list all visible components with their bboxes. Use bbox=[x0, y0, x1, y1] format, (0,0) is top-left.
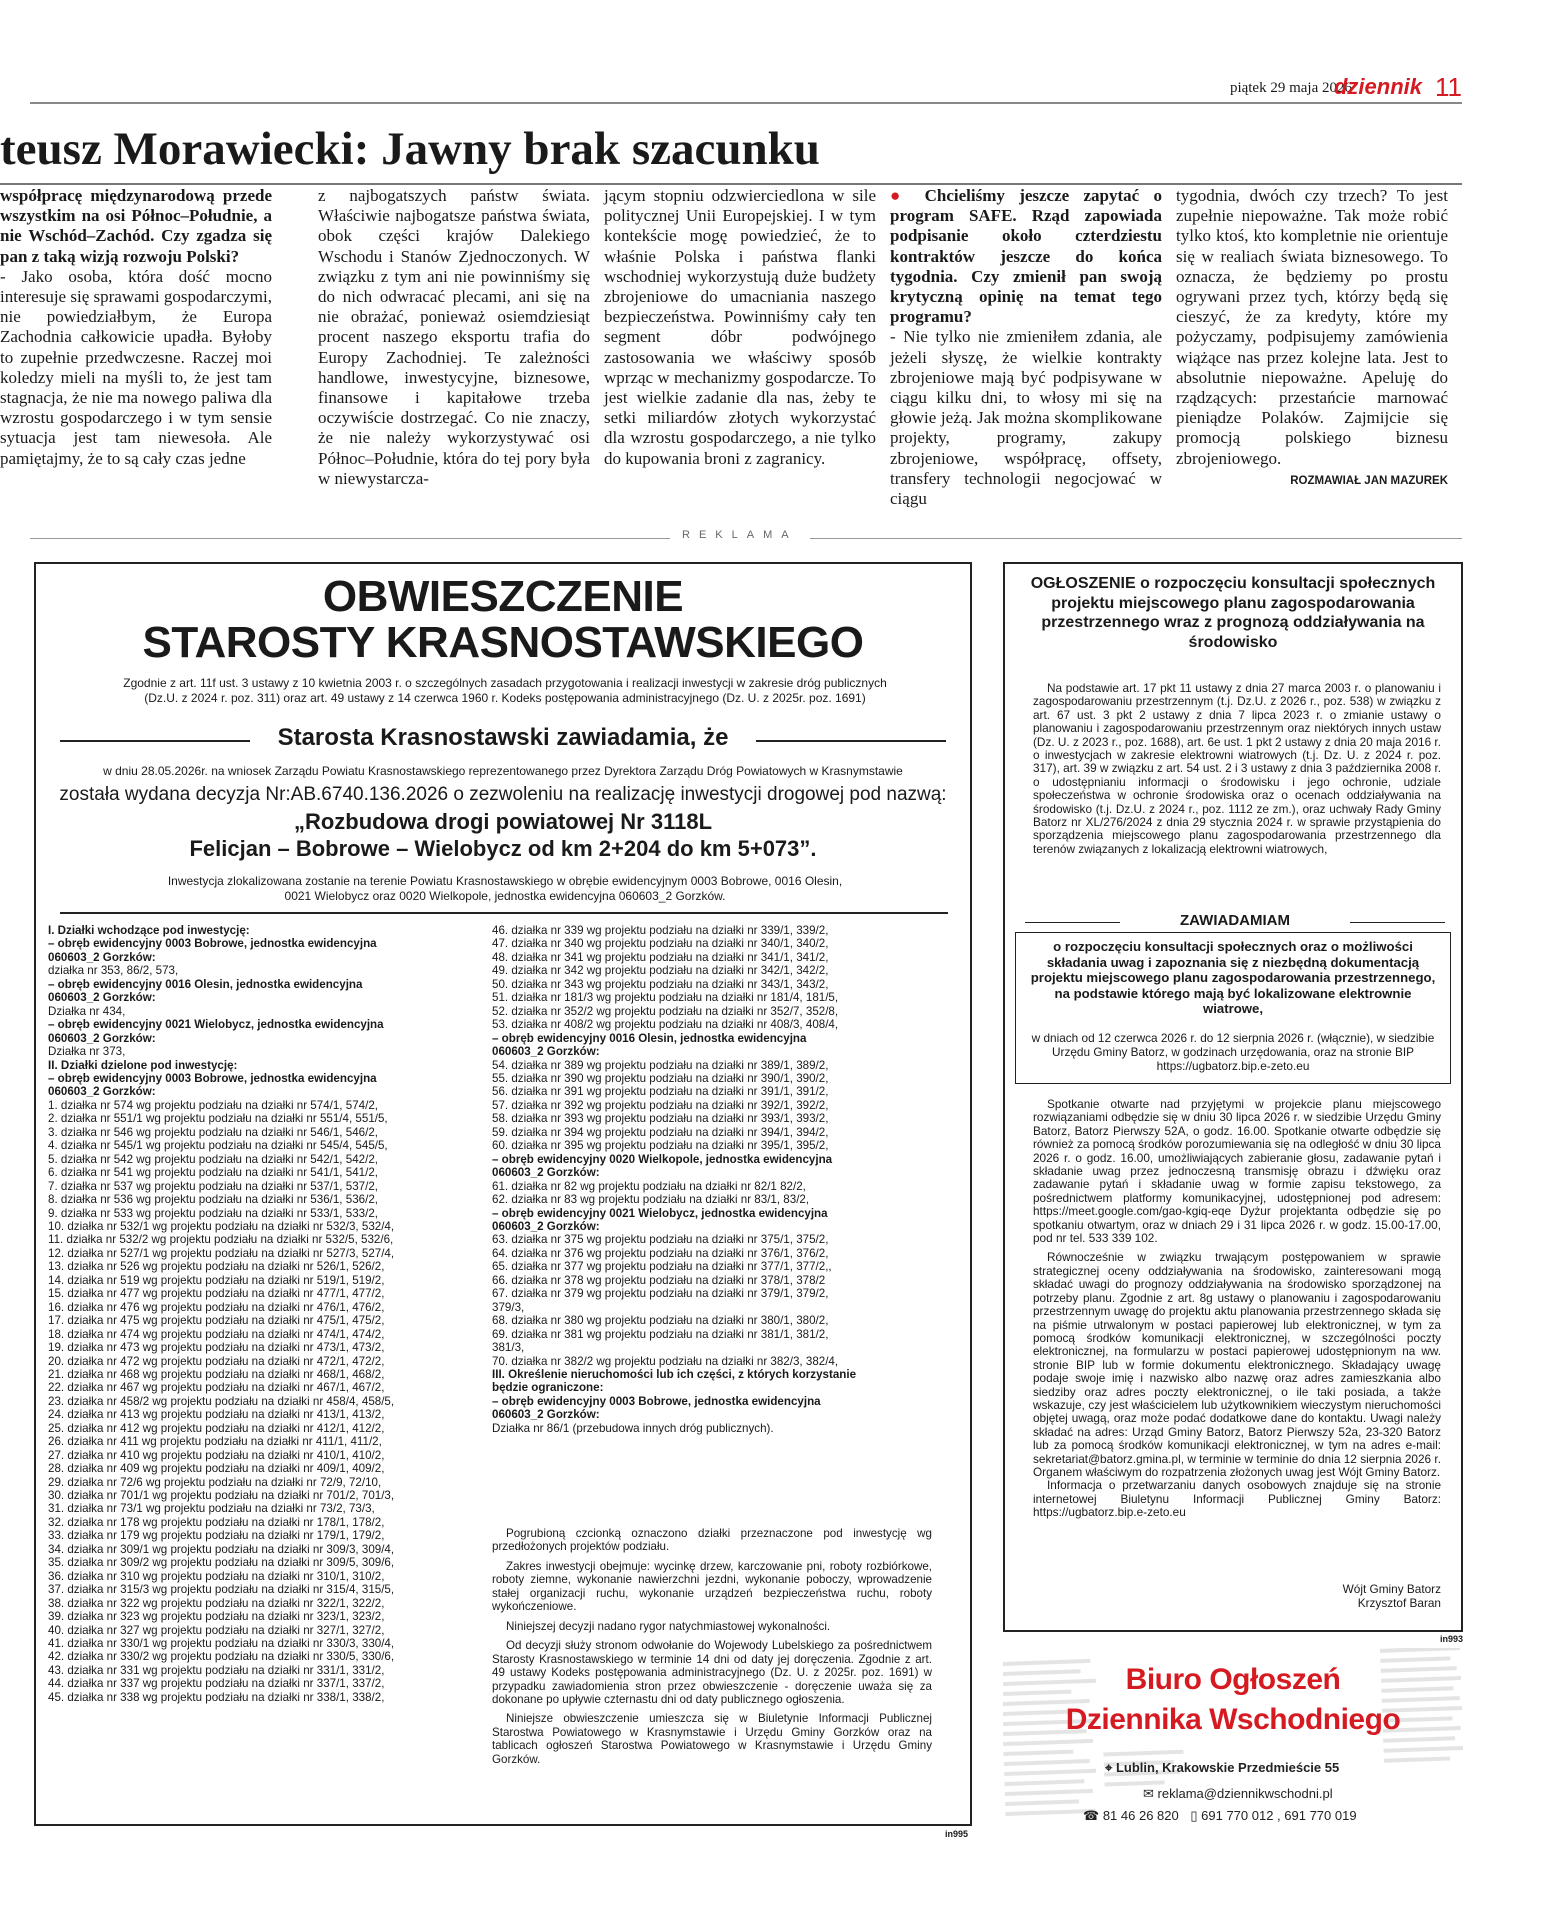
list-item: 2. działka nr 551/1 wg projektu podziału na działki nr 551/4, 551/5, bbox=[48, 1112, 388, 1126]
list-item: – obręb ewidencyjny 0021 Wielobycz, jednostka ewidencyjna bbox=[492, 1206, 828, 1220]
list-item: 10. działka nr 532/1 wg projektu podziału na działki nr 532/3, 532/4, bbox=[48, 1219, 395, 1233]
divider bbox=[1350, 922, 1445, 923]
list-item: 57. działka nr 392 wg projektu podziału na działki nr 392/1, 392/2, bbox=[492, 1098, 829, 1112]
brand-logo: dziennik bbox=[1333, 74, 1422, 99]
list-item: 55. działka nr 390 wg projektu podziału na działki nr 390/1, 390/2, bbox=[492, 1071, 829, 1085]
list-item: 15. działka nr 477 wg projektu podziału na działki nr 477/1, 477/2, bbox=[48, 1287, 385, 1301]
list-item: 59. działka nr 394 wg projektu podziału na działki nr 394/1, 394/2, bbox=[492, 1125, 829, 1139]
ad-code: in995 bbox=[945, 1829, 969, 1839]
list-item: 69. działka nr 381 wg projektu podziału na działki nr 381/1, 381/2, bbox=[492, 1327, 829, 1341]
list-item: – obręb ewidencyjny 0020 Wielkopole, jednostka ewidencyjna bbox=[492, 1152, 833, 1166]
ad-mobile-text: 691 770 012 , 691 770 019 bbox=[1201, 1808, 1357, 1823]
ad-address bbox=[1105, 1760, 1339, 1776]
list-item: 6. działka nr 541 wg projektu podziału na działki nr 541/1, 541/2, bbox=[48, 1166, 378, 1180]
list-item: – obręb ewidencyjny 0003 Bobrowe, jednostka ewidencyjna bbox=[492, 1394, 821, 1408]
list-item: 63. działka nr 375 wg projektu podziału na działki nr 375/1, 375/2, bbox=[492, 1233, 829, 1247]
article-column-2 bbox=[318, 186, 590, 489]
list-item: 16. działka nr 476 wg projektu podziału na działki nr 476/1, 476/2, bbox=[48, 1300, 385, 1314]
signature-line: Wójt Gminy Batorz bbox=[1342, 1582, 1441, 1596]
list-item: 9. działka nr 533 wg projektu podziału na działki nr 533/1, 533/2, bbox=[48, 1206, 378, 1220]
divider bbox=[1025, 922, 1120, 923]
list-item: 65. działka nr 377 wg projektu podziału na działki nr 377/1, 377/2,, bbox=[492, 1260, 832, 1274]
list-item: 46. działka nr 339 wg projektu podziału na działki nr 339/1, 339/2, bbox=[492, 924, 829, 937]
legal-line: Zgodnie z art. 11f ust. 3 ustawy z 10 kwietnia 2003 r. o szczególnych zasadach przygotowania i realizacji inwestycji w zakresie dróg publicznych bbox=[123, 676, 887, 690]
list-item: 22. działka nr 467 wg projektu podziału na działki nr 467/1, 467/2, bbox=[48, 1381, 385, 1395]
list-item: – obręb ewidencyjny 0016 Olesin, jednostka ewidencyjna bbox=[492, 1031, 807, 1045]
notice-body bbox=[1033, 682, 1441, 856]
list-item: 61. działka nr 82 wg projektu podziału na działki nr 82/1 82/2, bbox=[492, 1179, 806, 1193]
notice-title: OGŁOSZENIE o rozpoczęciu konsultacji społecznych projektu miejscowego planu zagospodarowania przestrzennego wraz z prognozą oddziaływania na środowisko bbox=[1030, 575, 1436, 651]
paragraph: jącym stopniu odzwierciedlona w sile politycznej Unii Europejskiej. I w tym kontekście mogę powiedzieć, że to właśnie Polska i państwa flanki wschodniej wykorzystują duże budżety zbrojeniowe do umacniania naszego bezpieczeństwa. Powinniśmy cały ten segment dóbr podwójnego zastosowania we właściwy sposób wprząc w mechanizmy gospodarcze. To jest wielkie zadanie dla nas, żeby te setki miliardów złotych wykorzystać dla wzrostu gospodarczego, a nie tylko do kupowania broni z zagranicy. bbox=[604, 186, 876, 468]
answer-text: - Nie tylko nie zmieniłem zdania, ale jeżeli słyszę, że wielkie kontrakty zbrojeniowe mają być podpisywane w ciągu kilku dni, to włosy mi się na głowie jeżą. Jak można skomplikowane projekty, programy, zakupy zbrojeniowe, współpracę, offsety, transfery technologii negocjować w ciągu bbox=[890, 327, 1162, 509]
list-item: 19. działka nr 473 wg projektu podziału na działki nr 473/1, 473/2, bbox=[48, 1341, 385, 1355]
list-item: 060603_2 Gorzków: bbox=[492, 1045, 600, 1059]
notice-text bbox=[492, 1527, 932, 1772]
article-column-3 bbox=[604, 186, 876, 469]
list-item: 70. działka nr 382/2 wg projektu podziału na działki nr 382/3, 382/4, bbox=[492, 1354, 839, 1368]
signature-line: Krzysztof Baran bbox=[1357, 1596, 1441, 1610]
decision-text: została wydana decyzja Nr:AB.6740.136.2026 o zezwoleniu na realizację inwestycji drogowej pod nazwą: bbox=[59, 784, 947, 805]
list-item: 43. działka nr 331 wg projektu podziału na działki nr 331/1, 331/2, bbox=[48, 1663, 385, 1677]
location-line: Inwestycja zlokalizowana zostanie na terenie Powiatu Krasnostawskiego w obrębie ewidencyjnym 0003 Bobrowe, 0016 Olesin, bbox=[167, 874, 843, 888]
list-item: 29. działka nr 72/6 wg projektu podziału na działki nr 72/9, 72/10, bbox=[48, 1475, 382, 1489]
location-text bbox=[116, 874, 894, 904]
list-item: 060603_2 Gorzków: bbox=[492, 1166, 600, 1180]
list-item: Działka nr 86/1 (przebudowa innych dróg publicznych). bbox=[492, 1421, 774, 1435]
ad-email bbox=[1143, 1786, 1333, 1802]
parcel-items-46-70 bbox=[492, 924, 962, 1435]
list-item: 060603_2 Gorzków: bbox=[48, 1085, 156, 1099]
list-item: 20. działka nr 472 wg projektu podziału na działki nr 472/1, 472/2, bbox=[48, 1354, 385, 1368]
list-item: 50. działka nr 343 wg projektu podziału na działki nr 343/1, 343/2, bbox=[492, 977, 829, 991]
announcement-heading-text: Starosta Krasnostawski zawiadamia, że bbox=[277, 724, 729, 751]
location-pin-icon: ⌖ bbox=[1105, 1760, 1113, 1775]
list-item: III. Określenie nieruchomości lub ich części, z których korzystanie bbox=[492, 1367, 857, 1381]
list-item: 060603_2 Gorzków: bbox=[48, 1031, 156, 1045]
list-item: będzie ograniczone: bbox=[492, 1381, 604, 1395]
list-item: 41. działka nr 330/1 wg projektu podziału na działki nr 330/3, 330/4, bbox=[48, 1637, 395, 1651]
notice-title bbox=[36, 574, 970, 666]
ad-code: in993 bbox=[1440, 1634, 1464, 1644]
article-body bbox=[0, 186, 1462, 508]
parcel-list-left bbox=[48, 924, 498, 1704]
page-number: 11 bbox=[1435, 72, 1462, 102]
list-item: 1. działka nr 574 wg projektu podziału na działki nr 574/1, 574/2, bbox=[48, 1098, 378, 1112]
bullet-icon: ● bbox=[890, 186, 911, 205]
list-item: 56. działka nr 391 wg projektu podziału na działki nr 391/1, 391/2, bbox=[492, 1085, 829, 1099]
list-item: 060603_2 Gorzków: bbox=[48, 950, 156, 964]
list-item: 39. działka nr 323 wg projektu podziału na działki nr 323/1, 323/2, bbox=[48, 1610, 385, 1624]
list-item: 47. działka nr 340 wg projektu podziału na działki nr 340/1, 340/2, bbox=[492, 937, 829, 951]
list-item: 13. działka nr 526 wg projektu podziału na działki nr 526/1, 526/2, bbox=[48, 1260, 385, 1274]
list-item: – obręb ewidencyjny 0003 Bobrowe, jednostka ewidencyjna bbox=[48, 1071, 377, 1085]
article-column-4 bbox=[890, 186, 1162, 509]
list-item: 381/3, bbox=[492, 1341, 525, 1355]
list-item: 17. działka nr 475 wg projektu podziału na działki nr 475/1, 475/2, bbox=[48, 1314, 385, 1328]
list-item: 21. działka nr 468 wg projektu podziału na działki nr 468/1, 468/2, bbox=[48, 1367, 385, 1381]
list-item: 38. działka nr 322 wg projektu podziału na działki nr 322/1, 322/2, bbox=[48, 1596, 385, 1610]
announcement-heading bbox=[36, 724, 970, 752]
page-header bbox=[30, 72, 1462, 104]
paragraph: Równocześnie w związku trwającym postępowaniem w sprawie strategicznej oceny oddziaływania na środowisko, zainteresowani mogą składać uwagi do prognozy oddziaływania na środowisko sporządzonej na potrzeby planu. Zgodnie z art. 8g ustawy o planowaniu i zagospodarowaniu przestrzennym uwagę do projektu aktu planowania przestrzennego składa się na piśmie utrwalonym w postaci papierowej lub elektronicznej, w tym za pomocą środków komunikacji elektronicznej, w szczególności poczty elektronicznej, na formularzu w postaci papierowej udostępnionym na ww. stronie BIP lub w formie dokumentu elektronicznego. Składający uwagę podaje swoje imię i nazwisko albo nazwę oraz adres zamieszkania albo siedziby oraz adres poczty elektronicznej, o ile taki posiada, a także wskazuje, czy jest właścicielem lub użytkownikiem wieczystym nieruchomości objętej uwagą, oraz może podać dodatkowe dane do kontaktu. Uwagi należy składać na adres: Urząd Gminy Batorz, Batorz Pierwszy 52a, 23-320 Batorz lub za pomocą środków komunikacji elektronicznej, w tym na adres e-mail: sekretariat@batorz.gmina.pl, w terminie w terminie do dnia 12 sierpnia 2026 r. Organem właściwym do rozpatrzenia złożonych uwag jest Wójt Gminy Batorz. bbox=[1033, 1250, 1441, 1479]
ad-phone-text: 81 46 26 820 bbox=[1102, 1808, 1179, 1823]
list-item: 33. działka nr 179 wg projektu podziału na działki nr 179/1, 179/2, bbox=[48, 1529, 385, 1543]
byline: ROZMAWIAŁ JAN MAZUREK bbox=[1290, 474, 1448, 487]
article-column-1 bbox=[0, 186, 272, 469]
list-item: 12. działka nr 527/1 wg projektu podziału na działki nr 527/3, 527/4, bbox=[48, 1246, 395, 1260]
list-item: 48. działka nr 341 wg projektu podziału na działki nr 341/1, 341/2, bbox=[492, 950, 829, 964]
divider bbox=[60, 740, 250, 742]
divider bbox=[60, 912, 948, 914]
list-item: 14. działka nr 519 wg projektu podziału na działki nr 519/1, 519/2, bbox=[48, 1273, 385, 1287]
list-item: – obręb ewidencyjny 0016 Olesin, jednostka ewidencyjna bbox=[48, 977, 363, 991]
parcel-list-right bbox=[492, 924, 962, 1435]
list-item: 26. działka nr 411 wg projektu podziału na działki nr 411/1, 411/2, bbox=[48, 1435, 382, 1449]
list-item: 35. działka nr 309/2 wg projektu podziału na działki nr 309/5, 309/6, bbox=[48, 1556, 395, 1570]
paragraph: Informacja o przetwarzaniu danych osobowych znajduje się na stronie internetowej Biuletynu Informacji Publicznej Gminy Batorz: https://ugbatorz.bip.e-zeto.eu bbox=[1033, 1478, 1441, 1520]
ad-office-banner bbox=[1003, 1648, 1463, 1828]
list-item: – obręb ewidencyjny 0021 Wielobycz, jednostka ewidencyjna bbox=[48, 1018, 384, 1032]
ad-title-line: Biuro Ogłoszeń bbox=[1125, 1663, 1341, 1696]
divider bbox=[0, 183, 1462, 185]
consultation-dates: w dniach od 12 czerwca 2026 r. do 12 sierpnia 2026 r. (włącznie), w siedzibie Urzędu Gminy Batorz, w godzinach urzędowania, oraz na stronie BIP https://ugbatorz.bip.e-zeto.eu bbox=[1031, 1031, 1435, 1073]
advertisement-label: REKLAMA bbox=[670, 529, 810, 541]
legal-line: (Dz.U. z 2024 r. poz. 311) oraz art. 49 ustawy z 14 czerwca 1960 r. Kodeks postępowania administracyjnego (Dz. U. z 2025r. poz. 1691) bbox=[144, 691, 866, 705]
announcement-heading bbox=[1025, 912, 1445, 930]
list-item: 27. działka nr 410 wg projektu podziału na działki nr 410/1, 410/2, bbox=[48, 1448, 385, 1462]
paragraph: Od decyzji służy stronom odwołanie do Wojewody Lubelskiego za pośrednictwem Starosty Krasnostawskiego w terminie 14 dni od daty jej doręczenia. Zgodnie z art. 49 ustawy Kodeks postępowania administracyjnego (Dz. U. z 2025r. poz. 1691) w przypadku zawiadomienia stron przez obwieszczenie - doręczenie uważa się za dokonane po upływie czternastu dni od daty publicznego ogłoszenia. bbox=[492, 1639, 932, 1706]
list-item: 060603_2 Gorzków: bbox=[492, 1408, 600, 1422]
project-name-line: „Rozbudowa drogi powiatowej Nr 3118L bbox=[293, 809, 713, 834]
ad-address-text: Lublin, Krakowskie Przedmieście 55 bbox=[1115, 1760, 1340, 1775]
consultation-subject: o rozpoczęciu konsultacji społecznych oraz o możliwości składania uwag i zapoznania się z niezbędną dokumentacją projektu miejscowego planu zagospodarowania przestrzennego, na podstawie którego mają być lokalizowane elektrownie wiatrowe, bbox=[1030, 939, 1436, 1017]
list-item: 060603_2 Gorzków: bbox=[48, 991, 156, 1005]
list-item: 34. działka nr 309/1 wg projektu podziału na działki nr 309/3, 309/4, bbox=[48, 1542, 395, 1556]
question-text: współpracę międzynarodową przede wszystkim na osi Północ–Południe, a nie Wschód–Zachód. Czy zgadza się pan z taką wizją rozwoju Polski? bbox=[0, 186, 272, 266]
list-item: Działka nr 373, bbox=[48, 1045, 126, 1059]
list-item: 66. działka nr 378 wg projektu podziału na działki nr 378/1, 378/2 bbox=[492, 1273, 826, 1287]
notice-title-line: OBWIESZCZENIE bbox=[322, 572, 684, 621]
list-item: 32. działka nr 178 wg projektu podziału na działki nr 178/1, 178/2, bbox=[48, 1515, 385, 1529]
starosta-notice bbox=[34, 562, 972, 1826]
article-column-5 bbox=[1176, 186, 1448, 491]
divider bbox=[756, 740, 946, 742]
ad-phones bbox=[1083, 1808, 1357, 1824]
list-item: 49. działka nr 342 wg projektu podziału na działki nr 342/1, 342/2, bbox=[492, 964, 829, 978]
list-item: 52. działka nr 352/2 wg projektu podziału na działki nr 352/7, 352/8, bbox=[492, 1004, 839, 1018]
paragraph: z najbogatszych państw świata. Właściwie najbogatsze państwa świata, obok części krajów Dalekiego Wschodu i Stanów Zjednoczonych. W związku z tym ani nie powinniśmy się do nich odwracać plecami, ani się na nie obrażać, ponieważ osiemdziesiąt procent naszego eksportu trafia do Europy Zachodniej. Te zależności handlowe, inwestycyjne, biznesowe, finansowe i kapitałowe trzeba oczywiście dostrzegać. Co nie znaczy, że nie należy wykorzystywać osi Północ–Południe, która do tej pory była w niewystarcza- bbox=[318, 186, 590, 488]
paragraph: Niniejszej decyzji nadano rygor natychmiastowej wykonalności. bbox=[506, 1619, 831, 1633]
list-item: II. Działki dzielone pod inwestycję: bbox=[48, 1058, 238, 1072]
article-headline: teusz Morawiecki: Jawny brak szacunku bbox=[0, 123, 820, 175]
list-item: 8. działka nr 536 wg projektu podziału na działki nr 536/1, 536/2, bbox=[48, 1193, 378, 1207]
list-item: 18. działka nr 474 wg projektu podziału na działki nr 474/1, 474/2, bbox=[48, 1327, 385, 1341]
question-label: Chcieliśmy jeszcze zapytać o program SAFE. Rząd zapowiada podpisanie około czterdziestu kontraktów jeszcze do końca tygodnia. Czy zmienił pan swoją krytyczną opinię na temat tego programu? bbox=[890, 186, 1162, 327]
envelope-icon: ✉ bbox=[1143, 1786, 1154, 1801]
list-item: 23. działka nr 458/2 wg projektu podziału na działki nr 458/4, 458/5, bbox=[48, 1394, 395, 1408]
notice-details bbox=[1033, 1098, 1441, 1520]
list-item: 44. działka nr 337 wg projektu podziału na działki nr 337/1, 337/2, bbox=[48, 1677, 385, 1691]
phone-icon: ☎ bbox=[1083, 1808, 1100, 1823]
list-item: 28. działka nr 409 wg projektu podziału na działki nr 409/1, 409/2, bbox=[48, 1462, 385, 1476]
list-item: 40. działka nr 327 wg projektu podziału na działki nr 327/1, 327/2, bbox=[48, 1623, 385, 1637]
list-item: 060603_2 Gorzków: bbox=[492, 1219, 600, 1233]
list-item: 42. działka nr 330/2 wg projektu podziału na działki nr 330/5, 330/6, bbox=[48, 1650, 395, 1664]
list-item: 68. działka nr 380 wg projektu podziału na działki nr 380/1, 380/2, bbox=[492, 1314, 829, 1328]
list-item: działka nr 353, 86/2, 573, bbox=[48, 964, 179, 978]
consultation-box bbox=[1015, 932, 1451, 1084]
batorz-notice bbox=[1003, 562, 1463, 1632]
paragraph: Niniejsze obwieszczenie umieszcza się w Biuletynie Informacji Publicznej Starostwa Powiatowego w Krasnymstawie i Urzędu Gminy Gorzków oraz na tablicach ogłoszeń Starostwa Powiatowego w Krasnymstawie i Urzędu Gminy Gorzków. bbox=[492, 1712, 932, 1766]
list-item: 4. działka nr 545/1 wg projektu podziału na działki nr 545/4, 545/5, bbox=[48, 1139, 388, 1153]
list-item: 51. działka nr 181/3 wg projektu podziału na działki nr 181/4, 181/5, bbox=[492, 991, 839, 1005]
list-item: 3. działka nr 546 wg projektu podziału na działki nr 546/1, 546/2, bbox=[48, 1125, 378, 1139]
issue-date: piątek 29 maja 2026 bbox=[1229, 80, 1352, 96]
location-line: 0021 Wielobycz oraz 0020 Wielkopole, jednostka ewidencyjna 060603_2 Gorzków. bbox=[284, 889, 726, 903]
project-name bbox=[36, 808, 970, 862]
intro-text: w dniu 28.05.2026r. na wniosek Zarządu Powiatu Krasnostawskiego reprezentowanego przez Dyrektora Zarządu Dróg Powiatowych w Krasnymstawie bbox=[103, 764, 903, 778]
project-name-line: Felicjan – Bobrowe – Wielobycz od km 2+204 do km 5+073”. bbox=[189, 836, 817, 861]
list-item: 58. działka nr 393 wg projektu podziału na działki nr 393/1, 393/2, bbox=[492, 1112, 829, 1126]
mobile-phone-icon: ▯ bbox=[1190, 1808, 1198, 1823]
ad-email-text[interactable]: reklama@dziennikwschodni.pl bbox=[1157, 1786, 1333, 1801]
list-item: Działka nr 434, bbox=[48, 1004, 126, 1018]
list-item: 5. działka nr 542 wg projektu podziału na działki nr 542/1, 542/2, bbox=[48, 1152, 378, 1166]
ad-title-line: Dziennika Wschodniego bbox=[1065, 1703, 1401, 1736]
list-item: 30. działka nr 701/1 wg projektu podziału na działki nr 701/2, 701/3, bbox=[48, 1489, 395, 1503]
answer-text: - Jako osoba, która dość mocno interesuje się sprawami gospodarczymi, nie powiedziałbym, że Europa Zachodnia całkowicie upadła. Byłoby to zupełnie przedwczesne. Raczej moi koledzy mieli na myśli to, że jest tam stagnacja, że nie ma nowego paliwa dla wzrostu gospodarczego i w tym sensie sytuacja jest tam niewesoła. Ale pamiętajmy, że to są cały czas jedne bbox=[0, 266, 272, 468]
paragraph: Spotkanie otwarte nad przyjętymi w projekcie planu miejscowego rozwiązaniami odbędzie się w dniu 30 lipca 2026 r. w siedzibie Urzędu Gminy Batorz, Batorz Pierwszy 52A, o godz. 16.00. Spotkanie otwarte odbędzie się również za pomocą środków porozumiewania się na odległość w dniu 30 lipca 2026 r. o godz. 16.00, umożliwiających zabieranie głosu, zadawanie pytań i składanie uwag przez jednoczesną transmisję obrazu i dźwięku oraz zadawanie pytań i składanie uwag w formie zapisu tekstowego, za pośrednictwem platformy komunikacyjnej, udostępnionej pod adresem: https://meet.google.com/gao-kgiq-eqe Dyżur projektanta odbędzie się po spotkaniu otwartym, oraz w dniach 29 i 31 lipca 2026 r. w godz. 15.00-17.00, pod nr tel. 533 339 102. bbox=[1033, 1097, 1441, 1246]
ad-title bbox=[1003, 1660, 1463, 1740]
list-item: 53. działka nr 408/2 wg projektu podziału na działki nr 408/3, 408/4, bbox=[492, 1018, 839, 1032]
list-item: I. Działki wchodzące pod inwestycję: bbox=[48, 924, 250, 937]
list-item: 25. działka nr 412 wg projektu podziału na działki nr 412/1, 412/2, bbox=[48, 1421, 385, 1435]
parcel-items-1-45 bbox=[48, 1099, 498, 1704]
list-item: 37. działka nr 315/3 wg projektu podziału na działki nr 315/4, 315/5, bbox=[48, 1583, 395, 1597]
list-item: 31. działka nr 73/1 wg projektu podziału na działki nr 73/2, 73/3, bbox=[48, 1502, 375, 1516]
list-item: 67. działka nr 379 wg projektu podziału na działki nr 379/1, 379/2, bbox=[492, 1287, 829, 1301]
list-item: 7. działka nr 537 wg projektu podziału na działki nr 537/1, 537/2, bbox=[48, 1179, 378, 1193]
paragraph: Pogrubioną czcionką oznaczono działki przeznaczone pod inwestycję wg przedłożonych projektów podziału. bbox=[492, 1527, 932, 1554]
signature bbox=[1343, 1582, 1441, 1610]
list-item: 11. działka nr 532/2 wg projektu podziału na działki nr 532/5, 532/6, bbox=[48, 1233, 394, 1247]
list-item: 54. działka nr 389 wg projektu podziału na działki nr 389/1, 389/2, bbox=[492, 1058, 829, 1072]
paragraph: tygodnia, dwóch czy trzech? To jest zupełnie niepoważne. Tak może robić tylko ktoś, kto kompletnie nie orientuje się w realiach świata biznesowego. To oznacza, że będziemy po prostu ogrywani przez tych, którzy będą się cieszyć, że za kredyty, które my pożyczamy, podpisujemy zamówienia wiążące nas przez kolejne lata. Jest to absolutnie niepoważne. Apeluję do rządzących: przestańcie marnować pieniądze Polaków. Zajmijcie się promocją polskiego biznesu zbrojeniowego. bbox=[1176, 186, 1448, 468]
list-item: 64. działka nr 376 wg projektu podziału na działki nr 376/1, 376/2, bbox=[492, 1246, 829, 1260]
question-text bbox=[890, 186, 1162, 327]
paragraph: Na podstawie art. 17 pkt 11 ustawy z dnia 27 marca 2003 r. o planowaniu i zagospodarowaniu przestrzennym (t.j. Dz.U. z 2026 r., poz. 538) w związku z art. 67 ust. 3 pkt 2 ustawy z dnia 7 lipca 2023 r. o zmianie ustawy o planowaniu i zagospodarowaniu przestrzennym oraz niektórych innych ustaw (Dz. U. z 2023 r., poz. 1688), art. 6e ust. 1 pkt 2 ustawy z dnia 20 maja 2016 r. o inwestycjach w zakresie elektrowni wiatrowych (t.j. Dz. U. z 2024 r. poz. 317), art. 39 w związku z art. 54 ust. 2 i 3 ustawy z dnia 3 października 2008 r. o udostępnianiu informacji o środowisku i jego ochronie, udziale społeczeństwa w ochronie środowiska oraz o ocenach oddziaływania na środowisko (t.j. Dz.U. z 2024 r., poz. 1112 ze zm.), oraz uchwały Rady Gminy Batorz nr XL/276/2024 z dnia 29 stycznia 2024 r. w sprawie przystąpienia do sporządzenia miejscowego planu zagospodarowania przestrzennego dla terenów związanych z lokalizacją elektrowni wiatrowych, bbox=[1033, 681, 1441, 856]
list-item: 62. działka nr 83 wg projektu podziału na działki nr 83/1, 83/2, bbox=[492, 1193, 810, 1207]
list-item: 379/3, bbox=[492, 1300, 525, 1314]
list-item: 45. działka nr 338 wg projektu podziału na działki nr 338/1, 338/2, bbox=[48, 1690, 385, 1704]
list-item: 36. działka nr 310 wg projektu podziału na działki nr 310/1, 310/2, bbox=[48, 1569, 385, 1583]
list-item: – obręb ewidencyjny 0003 Bobrowe, jednostka ewidencyjna bbox=[48, 937, 377, 951]
paragraph: Zakres inwestycji obejmuje: wycinkę drzew, karczowanie pni, roboty rozbiórkowe, roboty ziemne, wykonanie nawierzchni jezdni, wykonanie poboczy, wprowadzenie stałej organizacji ruchu, wykonanie urządzeń bezpieczeństwa ruchu, roboty wykończeniowe. bbox=[492, 1559, 932, 1614]
notice-title-line: STAROSTY KRASNOSTAWSKIEGO bbox=[142, 618, 864, 667]
list-item: 60. działka nr 395 wg projektu podziału na działki nr 395/1, 395/2, bbox=[492, 1139, 829, 1153]
announcement-heading-text: ZAWIADAMIAM bbox=[1180, 912, 1290, 929]
list-item: 24. działka nr 413 wg projektu podziału na działki nr 413/1, 413/2, bbox=[48, 1408, 385, 1422]
legal-basis bbox=[66, 676, 944, 706]
